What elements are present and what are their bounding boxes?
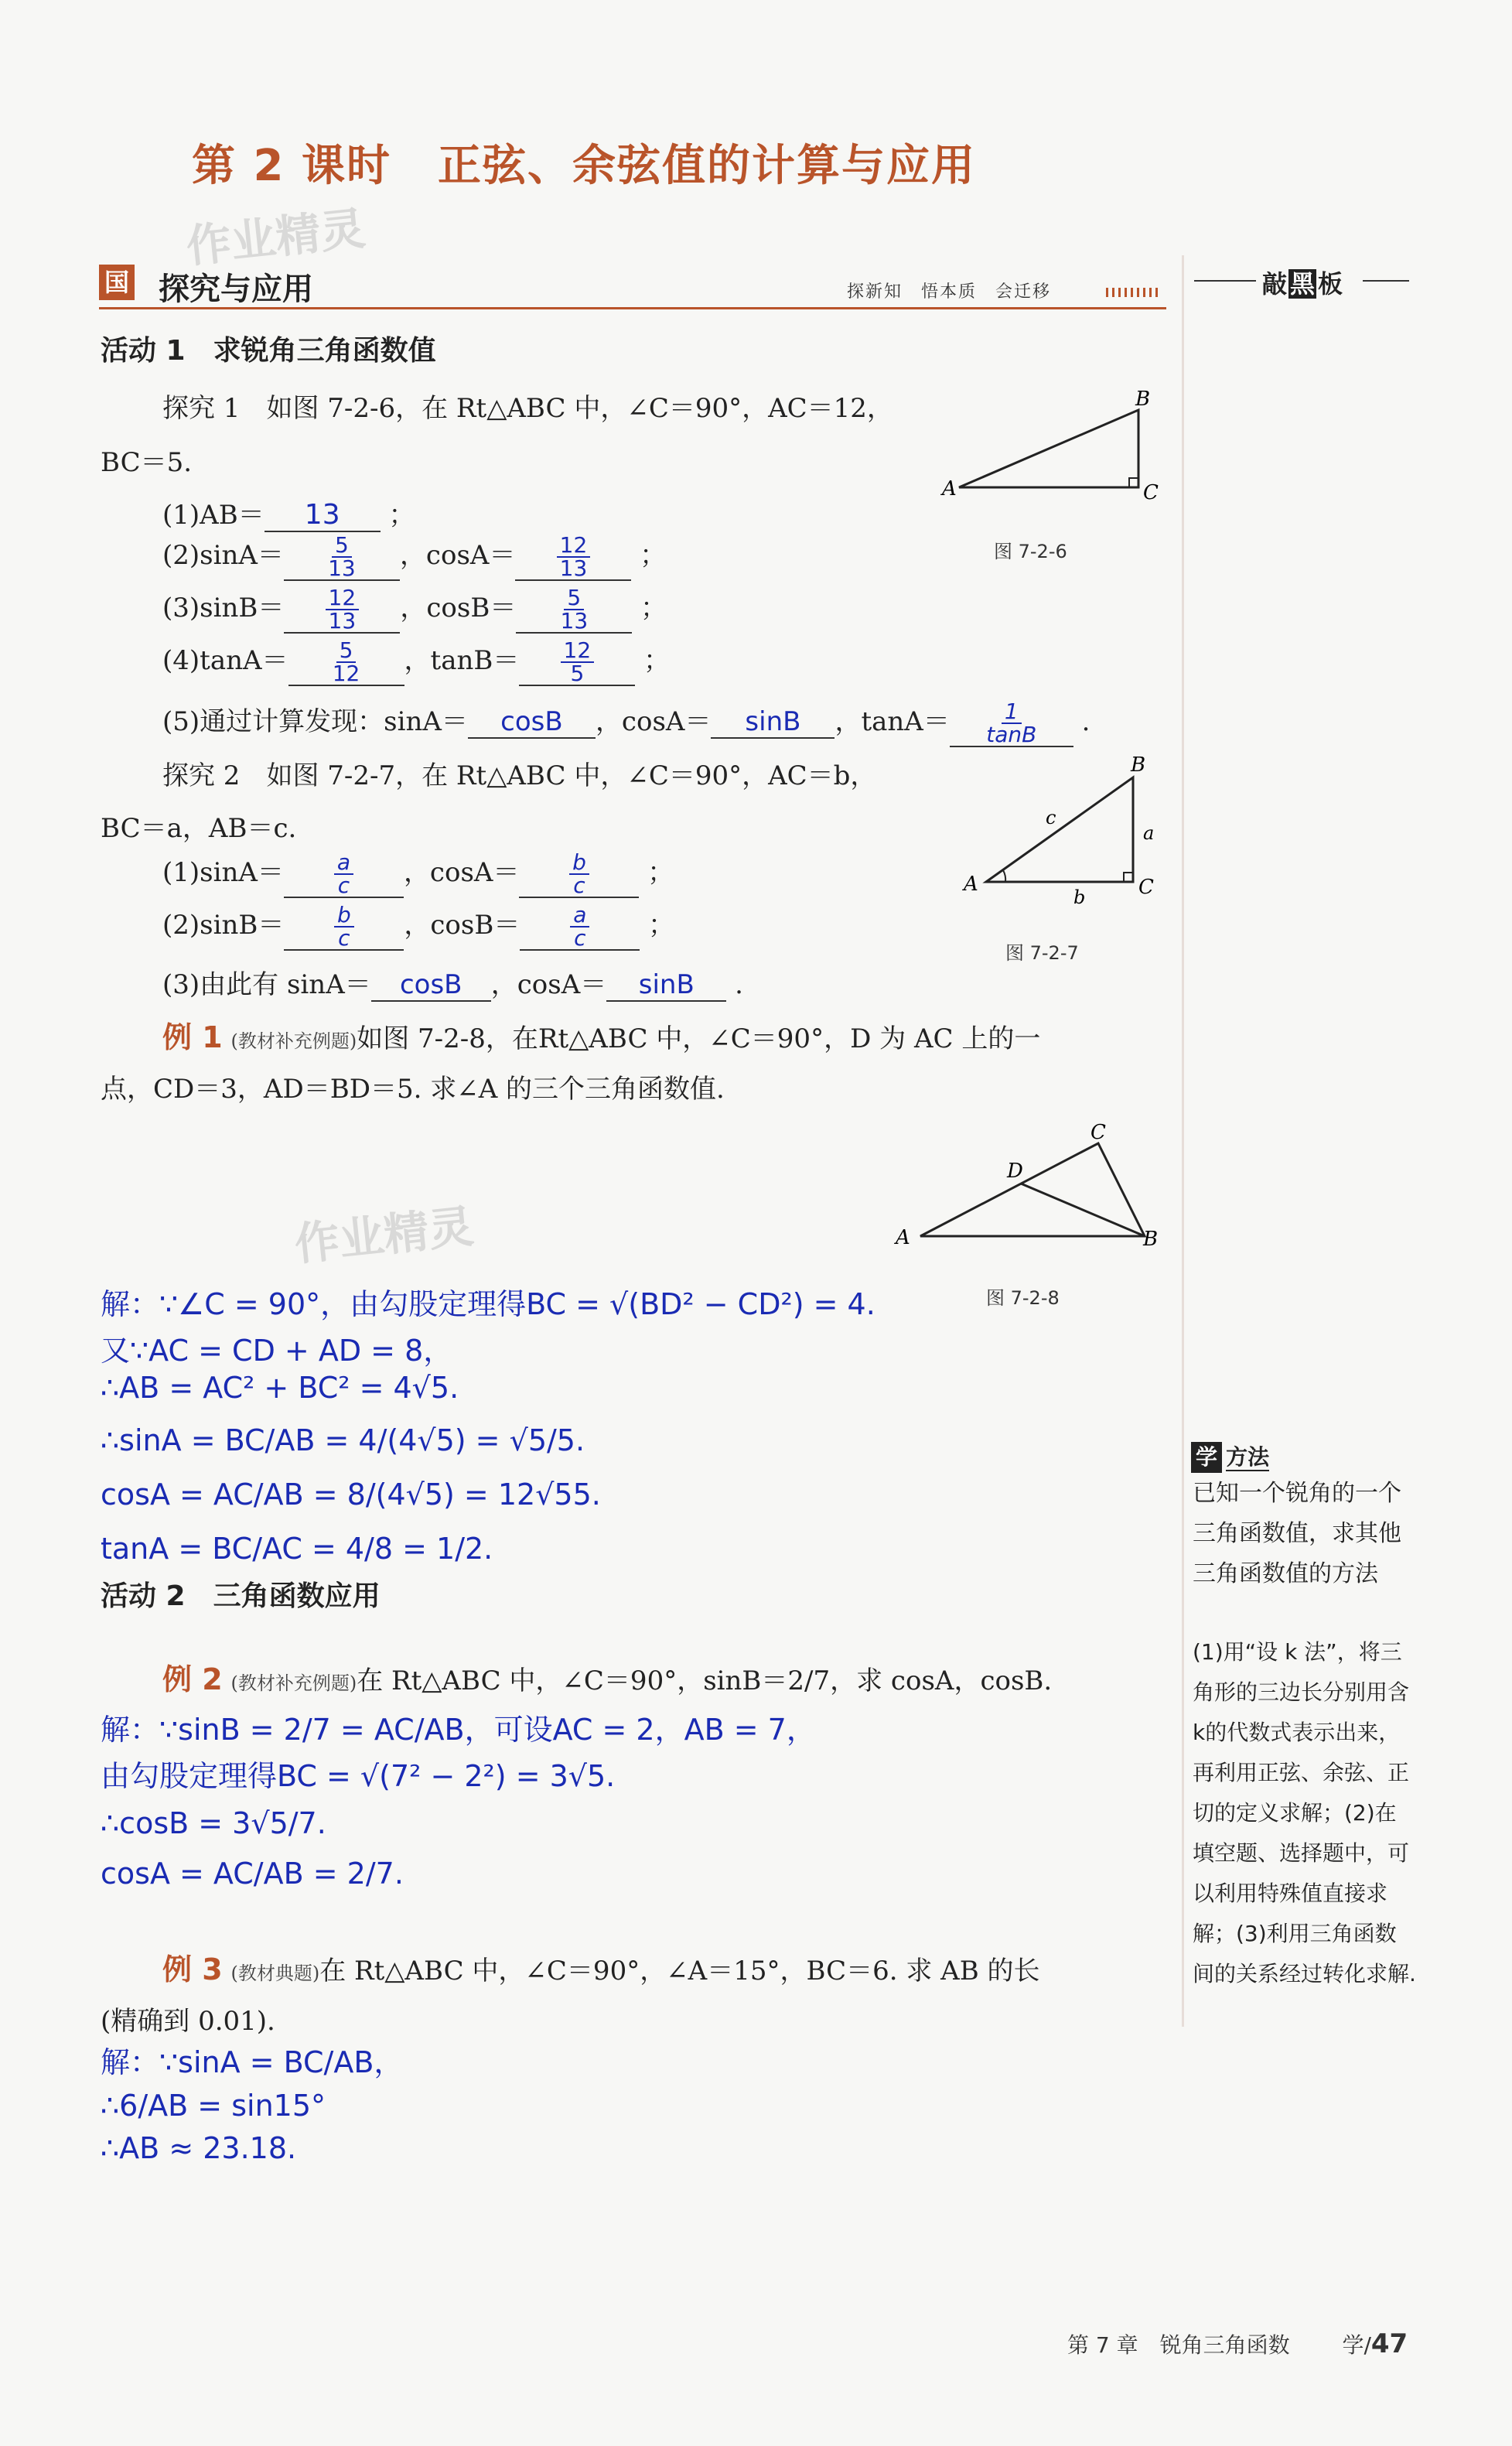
explore1-intro: 探究 1 如图 7-2-6，在 Rt△ABC 中，∠C＝90°，AC＝12， — [162, 393, 893, 424]
activity1-heading: 活动 1 求锐角三角函数值 — [101, 335, 436, 367]
example2-text: 例 2 (教材补充例题)在 Rt△ABC 中，∠C＝90°，sinB＝2/7，求 cosA，cosB. — [162, 1662, 1053, 1696]
answer-blank: 13 — [265, 499, 381, 532]
example1-text: 例 1 (教材补充例题)如图 7-2-8，在Rt△ABC 中，∠C＝90°，D 为 AC 上的一 — [162, 1020, 1041, 1054]
answer-blank: $\frac{a}{c}$ — [520, 904, 640, 951]
svg-text:A: A — [964, 873, 978, 896]
footer-chapter: 第 7 章 锐角三角函数 — [1067, 2332, 1290, 2358]
footer-subject: 学/ — [1342, 2332, 1371, 2358]
example1-solution-5: cosA = AC/AB = 8/(4√5) = 12√55. — [101, 1478, 601, 1512]
answer-blank: $\frac{b}{c}$ — [284, 904, 404, 951]
figure-caption: 图 7-2-8 — [986, 1287, 1060, 1309]
answer-blank: $\frac{5}{13}$ — [516, 587, 632, 634]
figure-7-2-6 — [936, 387, 1168, 511]
svg-text:b: b — [1073, 887, 1086, 908]
page-number: 47 — [1370, 2328, 1408, 2359]
explore1-q1: (1)AB＝ 13 ； — [162, 499, 415, 531]
explore2-q1: (1)sinA＝ $\frac{a}{c}$ ，cosA＝ $\frac{b}{c}$ ； — [162, 849, 674, 898]
page-title — [0, 132, 1168, 193]
explore2-q3: (3)由此有 sinA＝ cosB ，cosA＝ sinB . — [162, 969, 743, 1000]
figure-7-2-7 — [959, 754, 1176, 909]
example3-text-cont: (精确到 0.01). — [101, 2006, 275, 2037]
answer-blank: $\frac{5}{13}$ — [284, 535, 400, 581]
figure-7-2-8 — [889, 1122, 1168, 1253]
example2-solution-2: 由勾股定理得BC = √(7² − 2²) = 3√5. — [101, 1759, 616, 1793]
watermark: 作业精灵 — [183, 202, 368, 273]
svg-text:B: B — [1131, 754, 1146, 777]
answer-blank: $\frac{12}{13}$ — [284, 587, 400, 634]
example1-solution-3: ∴AB = AC² + BC² = 4√5. — [101, 1371, 459, 1405]
lesson-topic: 正弦、余弦值的计算与应用 — [437, 141, 976, 191]
learn-icon: 学 — [1191, 1442, 1222, 1473]
svg-text:A: A — [942, 477, 957, 500]
decorative-dots — [1106, 288, 1160, 297]
answer-blank: sinB — [606, 969, 726, 1002]
svg-text:B: B — [1143, 1228, 1159, 1251]
watermark: 作业精灵 — [292, 1200, 476, 1271]
section-tags: 探新知 悟本质 会迁移 — [847, 282, 1052, 302]
section-icon: 国 — [99, 265, 135, 300]
svg-text:C: C — [1143, 481, 1159, 504]
svg-text:A: A — [896, 1226, 910, 1249]
explore2-intro-cont: BC＝a，AB＝c. — [101, 813, 297, 844]
explore1-q3: (3)sinB＝ $\frac{12}{13}$ ，cosB＝ $\frac{5}{13}$ ； — [162, 584, 667, 634]
figure-caption: 图 7-2-6 — [994, 541, 1067, 562]
sidebar-header: 敲 黑 板 — [1183, 265, 1415, 296]
svg-text:D: D — [1007, 1160, 1023, 1183]
answer-blank: cosB — [468, 706, 596, 739]
explore2-q2: (2)sinB＝ $\frac{b}{c}$ ，cosB＝ $\frac{a}{c}$ ； — [162, 901, 675, 951]
answer-blank: $\frac{1}{\tan B}$ — [950, 701, 1073, 747]
example3-solution-1: 解：∵sinA = BC/AB， — [101, 2045, 404, 2079]
example1-solution-2: 又∵AC = CD + AD = 8， — [101, 1334, 453, 1368]
svg-text:C: C — [1090, 1122, 1106, 1144]
sidebar-divider — [1182, 255, 1184, 2027]
activity2-heading: 活动 2 三角函数应用 — [101, 1580, 381, 1612]
method-header — [1191, 1440, 1269, 1473]
answer-blank: $\frac{12}{13}$ — [515, 535, 631, 581]
explore1-q4: (4)tanA＝ $\frac{5}{12}$ ，tanB＝ $\frac{12}{5}$ ； — [162, 637, 671, 686]
svg-text:C: C — [1138, 876, 1154, 899]
method-title: 已知一个锐角的一个三角函数值，求其他三角函数值的方法 — [1193, 1480, 1401, 1587]
section-title: 探究与应用 — [159, 272, 313, 307]
svg-text:B: B — [1135, 388, 1151, 411]
answer-blank: $\frac{5}{12}$ — [288, 640, 404, 686]
method-body: (1)用“设 k 法”，将三角形的三边长分别用含k的代数式表示出来，再利用正弦、余弦、正切的定义求解；(2)在填空题、选择题中，可以利用特殊值直接求解；(3)利用三角函数间的关系经过转化求解. — [1193, 1639, 1416, 1987]
example1-solution-1: 解：∵∠C = 90°，由勾股定理得BC = √(BD² − CD²) = 4. — [101, 1287, 875, 1321]
svg-text:a: a — [1143, 822, 1155, 844]
answer-blank: $\frac{b}{c}$ — [519, 852, 639, 898]
example1-text-cont: 点，CD＝3，AD＝BD＝5. 求∠A 的三个三角函数值. — [101, 1074, 725, 1105]
explore1-q2: (2)sinA＝ $\frac{5}{13}$ ，cosA＝ $\frac{12}{13}$ ； — [162, 531, 667, 581]
explore1-q5: (5)通过计算发现：sinA＝ cosB ，cosA＝ sinB ，tanA＝ $\frac{1}{\tan B}$ . — [162, 698, 1090, 747]
section-divider — [99, 307, 1166, 309]
example2-solution-4: cosA = AC/AB = 2/7. — [101, 1857, 404, 1891]
example3-text: 例 3 (教材典题)在 Rt△ABC 中，∠C＝90°，∠A＝15°，BC＝6. 求 AB 的长 — [162, 1952, 1040, 1987]
lesson-number: 第 2 课时 — [192, 141, 391, 191]
page-footer — [1067, 2328, 1408, 2359]
answer-blank: sinB — [711, 706, 835, 739]
answer-blank: cosB — [371, 969, 491, 1002]
example2-solution-1: 解：∵sinB = 2/7 = AC/AB，可设AC = 2，AB = 7， — [101, 1713, 816, 1747]
svg-text:c: c — [1046, 807, 1056, 828]
example3-solution-3: ∴AB ≈ 23.18. — [101, 2131, 297, 2165]
explore1-intro-cont: BC＝5. — [101, 447, 193, 478]
answer-blank: $\frac{a}{c}$ — [284, 852, 404, 898]
answer-blank: $\frac{12}{5}$ — [519, 640, 635, 686]
explore2-intro: 探究 2 如图 7-2-7，在 Rt△ABC 中，∠C＝90°，AC＝b， — [162, 760, 877, 791]
example2-solution-3: ∴cosB = 3√5/7. — [101, 1806, 326, 1840]
example3-solution-2: ∴6/AB = sin15° — [101, 2089, 326, 2123]
figure-caption: 图 7-2-7 — [1005, 942, 1079, 964]
example1-solution-4: ∴sinA = BC/AB = 4/(4√5) = √5/5. — [101, 1423, 585, 1457]
method-label: 方法 — [1226, 1444, 1270, 1470]
example1-solution-6: tanA = BC/AC = 4/8 = 1/2. — [101, 1532, 493, 1566]
